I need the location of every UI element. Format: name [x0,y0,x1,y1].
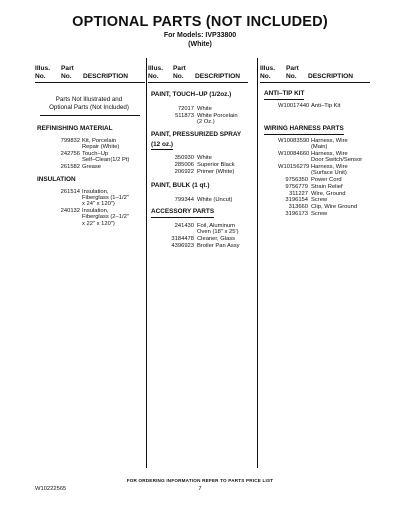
desc-header: DESCRIPTION [83,73,129,80]
part-description: Anti–Tip Kit [311,103,341,109]
part-description: Superior Black [197,161,235,168]
part-description: Insulation, Fiberglass (2–1/2" x 22" x 120") [82,208,129,227]
part-number: 242756 [60,151,80,157]
models-line: For Models: IVP33800 [163,32,237,39]
illus-header: Illus. No. [35,65,51,80]
part-number: 4396923 [171,242,194,249]
part-number: 350930 [174,155,194,161]
antitip-heading: ANTI–TIP KIT [264,90,304,100]
part-description: Cleaner, Glass [197,236,236,242]
part-description: White [197,106,212,112]
part-number: 72017 [177,106,194,112]
parts-note: Parts Not Illustrated and Optional Parts (Not Included) [49,96,129,111]
part-description: White (Uncut) [197,197,233,203]
part-number: 3184478 [171,236,194,242]
header-rule-1 [35,82,145,83]
part-number: 313660 [288,204,308,211]
desc-header: DESCRIPTION [308,73,354,80]
part-description: Primer (White) [197,168,235,175]
pressurized-heading: PAINT, PRESSURIZED SPRAY (12 oz.) [151,131,242,148]
part-number: 206922 [174,168,194,175]
part-number: W10156279 [278,164,310,170]
model-info [0,31,400,49]
illus-header: Illus. No. [260,65,276,80]
part-number: W10084660 [278,151,310,157]
page-number: 7 [198,486,202,492]
document-number: W10222565 [35,486,67,492]
accessory-heading: ACCESSORY PARTS [151,208,214,218]
part-number: 3196154 [285,197,308,204]
part-number: 240132 [60,208,80,215]
part-description: White [197,155,212,161]
part-number: 9756779 [285,183,308,190]
part-description: Insulation, Fiberglass (1–1/2" x 24" x 120") [82,189,129,208]
part-header: Part No. [286,65,299,80]
bulk-heading: PAINT, BULK (1 qt.) [151,182,210,189]
wiring-heading: WIRING HARNESS PARTS [264,125,344,135]
part-description: White Porcelain (2 Oz.) [197,112,238,125]
part-description: Harness, Wire (Main) [311,138,348,151]
part-number: W10083590 [278,138,310,144]
part-description: Screw [311,197,328,204]
color-line: (White) [188,41,212,48]
desc-header: DESCRIPTION [195,73,241,80]
part-number: 511873 [175,112,194,119]
part-number: 285006 [174,161,194,168]
part-number: 241430 [174,223,194,229]
column-divider-1 [146,58,147,468]
part-description: Screw [311,211,328,217]
part-description: Clip, Wire Ground [311,204,358,211]
part-description: Foil, Aluminum Oven (18" x 25') [197,223,239,236]
part-header: Part No. [61,65,74,80]
part-description: Strain Relief [311,183,343,190]
part-number: 3196173 [285,211,308,217]
illus-header: Illus. No. [148,65,164,80]
part-description: Touch–Up Self–Clean(1/2 Pt) [82,151,130,164]
insulation-heading: INSULATION [37,176,76,183]
note-rule [40,115,140,116]
part-number: 261582 [60,164,80,170]
part-number: 799344 [174,197,194,203]
part-description: Wire, Ground [311,190,346,197]
part-number: W10017440 [278,103,310,109]
part-number: 799832 [60,138,80,144]
part-header: Part No. [173,65,186,80]
header-rule-2 [148,82,248,83]
part-number: 311227 [289,190,308,197]
part-number: 261514 [60,189,80,195]
part-description: Broiler Pan Assy [197,242,240,249]
refinishing-heading: REFINISHING MATERIAL [37,125,113,132]
header-rule-3 [260,82,370,83]
ordering-footer: FOR ORDERING INFORMATION REFER TO PARTS PRICE LIST [126,478,274,483]
page-title: OPTIONAL PARTS (NOT INCLUDED) [72,14,328,30]
column-divider-2 [257,58,258,468]
touchup-heading: PAINT, TOUCH–UP (1/2oz.) [151,91,232,98]
part-description: Harness, Wire Door Switch/Sensor [311,151,363,164]
part-description: Kit, Porcelain Repair (White) [82,138,120,151]
part-description: Grease [82,164,102,170]
part-description: Harness, Wire (Surface Unit) [311,164,348,177]
part-number: 9756350 [285,177,308,183]
part-description: Power Cord [311,177,342,183]
